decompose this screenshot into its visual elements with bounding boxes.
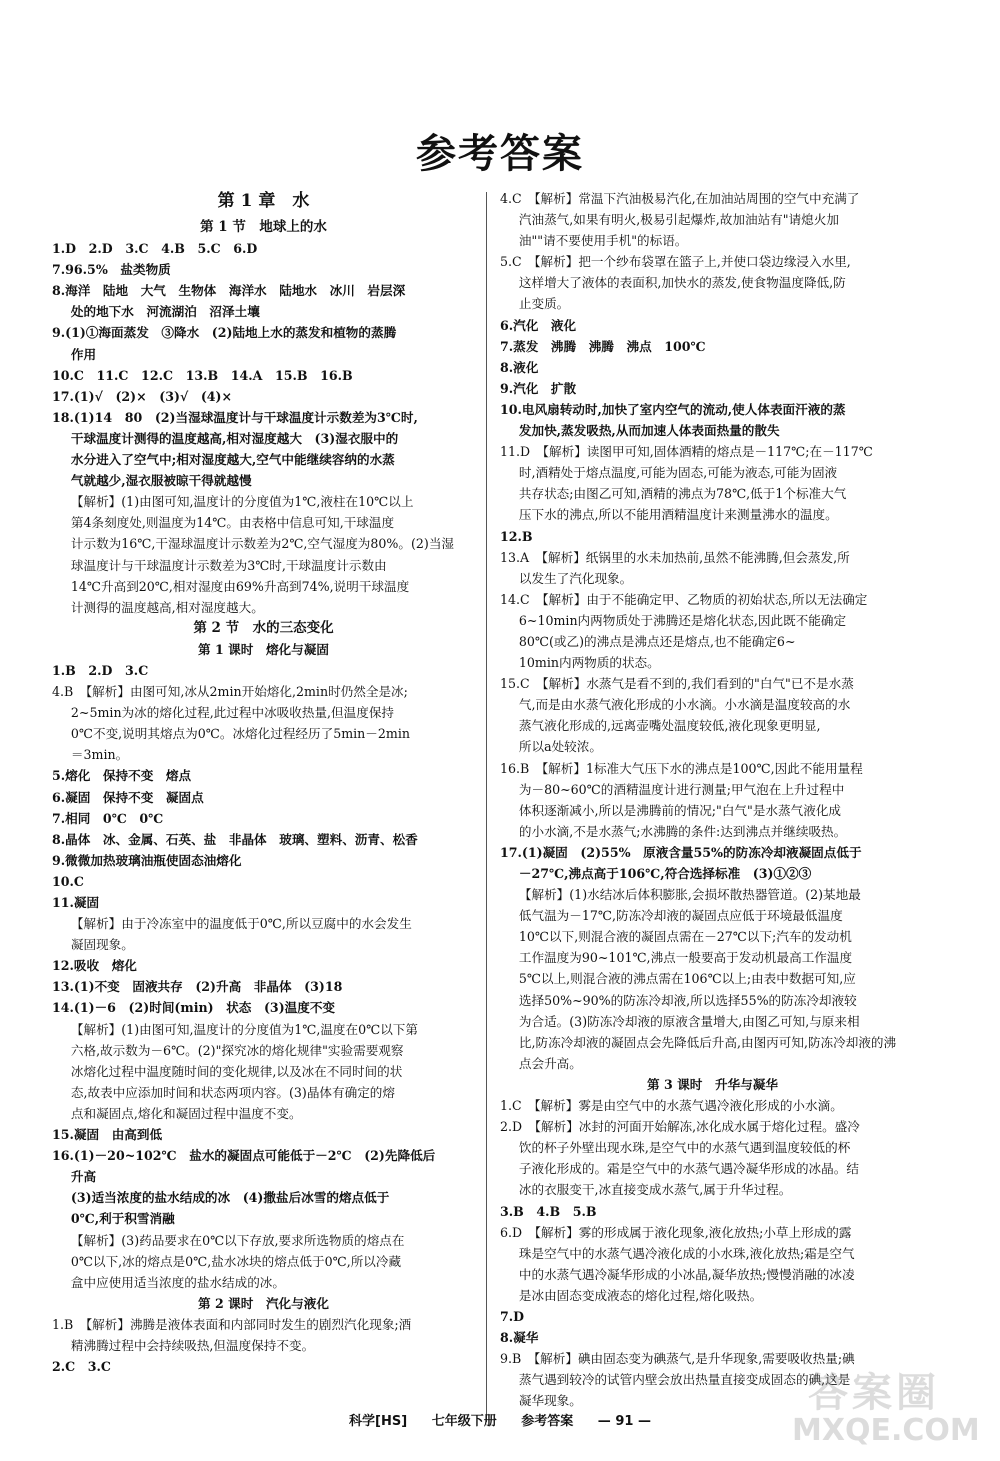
answer-line: 处的地下水 河流湖泊 沼泽土壤 [70, 304, 260, 320]
answer-line: 球温度计与干球温度计示数差为3℃时,干球温度计示数由 [70, 557, 387, 573]
answer-line: 饮的杯子外壁出现水珠,是空气中的水蒸气遇到温度较低的杯 [518, 1140, 851, 1156]
answer-line: 为合适。(3)防冻冷却液的原液含量增大,由图乙可知,与原来相 [518, 1013, 860, 1029]
answer-line: 5.熔化 保持不变 熔点 [52, 768, 192, 784]
answer-line: 9.(1)①海面蒸发 ③降水 (2)陆地上水的蒸发和植物的蒸腾 [52, 325, 397, 341]
answer-line: 18.(1)14 80 (2)当湿球温度计与干球温度计示数差为3℃时, [52, 409, 418, 425]
answer-line: 7.96.5% 盐类物质 [52, 262, 171, 278]
answer-line: 1.B 【解析】沸腾是液体表面和内部同时发生的剧烈汽化现象;酒 [52, 1316, 412, 1332]
answer-line: 6~10min内两物质处于沸腾还是熔化状态,因此既不能确定 [518, 612, 847, 628]
answer-line: 蒸气液化形成的,远离壶嘴处温度较低,液化现象更明显, [518, 718, 821, 734]
answer-line: 0℃以下,冰的熔点是0℃,盐水冰块的熔点低于0℃,所以冷藏 [70, 1253, 402, 1269]
answer-line: 第 3 课时 升华与凝华 [647, 1076, 778, 1092]
answer-line: 【解析】(3)药品要求在0℃以下存放,要求所选物质的熔点在 [70, 1232, 405, 1248]
watermark-logo [788, 1361, 978, 1449]
left-column [52, 188, 475, 1377]
answer-line: 8.海洋 陆地 大气 生物体 海洋水 陆地水 冰川 岩层深 [52, 283, 406, 299]
answer-line: 8.液化 [500, 359, 539, 375]
answer-line: 2.C 3.C [52, 1359, 111, 1375]
answer-line: 16.B 【解析】1标准大气压下水的沸点是100℃,因此不能用量程 [500, 760, 863, 776]
answer-line: 14.C 【解析】由于不能确定甲、乙物质的初始状态,所以无法确定 [500, 591, 868, 607]
answer-line: 比,防冻冷却液的凝固点会先降低后升高,由图丙可知,防冻冷却液的沸 [518, 1034, 897, 1050]
answer-line: ＝3min。 [70, 747, 129, 763]
answer-line: 气,而是由水蒸气液化形成的小水滴。小水滴是温度较高的水 [518, 697, 851, 713]
answer-line: 作用 [70, 346, 97, 362]
answer-line: 10.C 11.C 12.C 13.B 14.A 15.B 16.B [52, 367, 353, 383]
answer-line: 0℃不变,说明其熔点为0℃。冰熔化过程经历了5min－2min [70, 726, 410, 742]
answer-line: 4.C 【解析】常温下汽油极易汽化,在加油站周围的空气中充满了 [500, 191, 860, 206]
answer-line: 【解析】(1)水结冰后体积膨胀,会损坏散热器管道。(2)某地最 [518, 887, 861, 903]
answer-line: 第4条刻度处,则温度为14℃。由表格中信息可知,干球温度 [70, 515, 395, 531]
answer-line: 低气温为－17℃,防冻冷却液的凝固点应低于环境最低温度 [518, 908, 843, 924]
answer-line: 1.B 2.D 3.C [52, 662, 149, 678]
answer-line: 13.A 【解析】纸锅里的水未加热前,虽然不能沸腾,但会蒸发,所 [500, 549, 850, 565]
footer-grade: 七年级下册 [431, 1414, 497, 1429]
answer-line: 3.B 4.B 5.B [500, 1203, 597, 1219]
answer-line: 蒸气遇到较冷的试管内壁会放出热量直接变成固态的碘,这是 [518, 1372, 851, 1388]
answer-line: 5℃以上,则混合液的沸点需在106℃以上;由表中数据可知,应 [518, 971, 856, 987]
answer-line: 第 1 课时 熔化与凝固 [198, 641, 329, 657]
answer-line: 11.凝固 [52, 895, 100, 910]
answer-line: 10.C [52, 873, 84, 889]
answer-line: 【解析】(1)由图可知,温度计的分度值为1℃,液柱在10℃以上 [70, 494, 414, 510]
answer-line: 8.晶体 冰、金属、石英、盐 非晶体 玻璃、塑料、沥青、松香 [52, 831, 418, 847]
answer-line: 16.(1)－20~102℃ 盐水的凝固点可能低于－2℃ (2)先降低后 [52, 1148, 436, 1164]
answer-line: 15.C 【解析】水蒸气是看不到的,我们看到的"白气"已不是水蒸 [500, 676, 854, 692]
answer-line: 【解析】(1)由图可知,温度计的分度值为1℃,温度在0℃以下第 [70, 1021, 418, 1037]
answer-line: 计示数为16℃,干湿球温度计示数差为2℃,空气湿度为80%。(2)当湿 [70, 536, 455, 552]
answer-line: 13.(1)不变 固液共存 (2)升高 非晶体 (3)18 [52, 979, 343, 995]
answer-line: 六格,故示数为－6℃。(2)"探究冰的熔化规律"实验需要观察 [70, 1042, 404, 1058]
answer-line: 80℃(或乙)的沸点是沸点还是熔点,也不能确定6~ [518, 633, 796, 649]
answer-line: 10℃以下,则混合液的凝固点需在－27℃以下;汽车的发动机 [518, 929, 852, 945]
answer-line: (3)适当浓度的盐水结成的冰 (4)撒盐后冰雪的熔点低于 [70, 1190, 390, 1206]
answer-line: 10min内两物质的状态。 [518, 655, 660, 671]
answer-line: 冰熔化过程中温度随时间的变化规律,以及冰在不同时间的状 [70, 1063, 403, 1079]
answer-line: 珠是空气中的水蒸气遇冷液化成的小水珠,液化放热;霜是空气 [518, 1245, 855, 1261]
answer-line: 水分进入了空气中;相对湿度越大,空气中能继续容纳的水蒸 [70, 452, 395, 468]
answer-line: 凝固现象。 [70, 937, 134, 953]
answer-line: 计测得的温度越高,相对湿度越大。 [70, 599, 264, 615]
answer-line: 选择50%~90%的防冻冷却液,所以选择55%的防冻冷却液较 [518, 992, 857, 1008]
answer-line: 是冰由固态变成液态的熔化过程,熔化吸热。 [518, 1287, 763, 1303]
answer-line: 这样增大了液体的表面积,加快水的蒸发,使食物温度降低,防 [518, 275, 846, 291]
answer-line: 盒中应使用适当浓度的盐水结成的冰。 [70, 1274, 285, 1290]
answer-line: 油""请不要使用手机"的标语。 [518, 233, 688, 249]
answer-line: 15.凝固 由高到低 [52, 1127, 163, 1143]
answer-line: 的小水滴,不是水蒸气;水沸腾的条件:达到沸点并继续吸热。 [518, 823, 847, 839]
answer-line: 17.(1)√ (2)× (3)√ (4)× [52, 388, 233, 404]
answer-line: 8.凝华 [500, 1330, 539, 1346]
answer-line: 体积逐渐减小,所以是沸腾前的情况;"白气"是水蒸气液化成 [518, 802, 841, 818]
answer-line: 为－80~60℃的酒精温度计进行测量;甲气泡在上升过程中 [518, 781, 845, 797]
answer-line: 凝华现象。 [518, 1393, 582, 1409]
answer-line: 12.B [500, 528, 533, 544]
answer-line: 时,酒精处于熔点温度,可能为固态,可能为液态,可能为固液 [518, 465, 838, 481]
answer-line: 2.D 【解析】冰封的河面开始解冻,冰化成水属于熔化过程。盛冷 [500, 1119, 860, 1135]
answer-line: 以发生了汽化现象。 [518, 570, 633, 586]
answer-line: 0℃,利于积雪消融 [70, 1211, 175, 1227]
answer-line: 发加快,蒸发吸热,从而加速人体表面热量的散失 [518, 423, 780, 439]
answer-line: 7.蒸发 沸腾 沸腾 沸点 100℃ [500, 338, 706, 354]
answer-line: 升高 [70, 1169, 97, 1185]
answer-line: 6.D 【解析】雾的形成属于液化现象,液化放热;小草上形成的露 [500, 1224, 852, 1240]
watermark-cn: 答案圈 [808, 1370, 940, 1416]
answer-line: 9.微微加热玻璃油瓶使固态油熔化 [52, 852, 242, 868]
answer-line: 14℃升高到20℃,相对湿度由69%升高到74%,说明干球温度 [70, 578, 410, 594]
answer-line: 态,故表中应添加时间和状态两项内容。(3)晶体有确定的熔 [70, 1084, 395, 1100]
answer-line: 精沸腾过程中会持续吸热,但温度保持不变。 [70, 1337, 315, 1353]
answer-line: 【解析】由于冷冻室中的温度低于0℃,所以豆腐中的水会发生 [70, 916, 412, 932]
answer-line: 所以a处较浓。 [518, 739, 602, 755]
watermark-en: MXQE.COM [792, 1413, 980, 1448]
footer-section: 参考答案 [521, 1414, 574, 1429]
answer-line: 6.汽化 液化 [500, 317, 577, 333]
footer-page-number: — 91 — [597, 1414, 651, 1429]
answer-line: 9.B 【解析】碘由固态变为碘蒸气,是升华现象,需要吸收热量;碘 [500, 1351, 855, 1367]
answer-line: 14.(1)－6 (2)时间(min) 状态 (3)温度不变 [52, 1000, 336, 1016]
answer-line: 中的水蒸气遇冷凝华形成的小冰晶,凝华放热;慢慢消融的冰凌 [518, 1266, 855, 1282]
answer-line: 12.吸收 熔化 [52, 958, 137, 974]
answer-line: 冰的衣服变干,冰直接变成水蒸气,属于升华过程。 [518, 1182, 792, 1198]
answer-line: 第 1 章 水 [217, 191, 310, 211]
answer-line: 11.D 【解析】读图甲可知,固体酒精的熔点是－117℃;在－117℃ [500, 444, 873, 460]
answer-line: 10.电风扇转动时,加快了室内空气的流动,使人体表面汗液的蒸 [500, 401, 846, 417]
answer-line: 4.B 【解析】由图可知,冰从2min开始熔化,2min时仍然全是冰; [52, 684, 408, 700]
answer-line: 汽油蒸气,如果有明火,极易引起爆炸,故加油站有"请熄火加 [518, 212, 839, 228]
answer-line: 2~5min为冰的熔化过程,此过程中冰吸收热量,但温度保持 [70, 705, 395, 721]
footer-subject: 科学[HS] [349, 1414, 408, 1429]
answer-line: －27℃,沸点高于106℃,符合选择标准 (3)①②③ [518, 866, 812, 881]
answer-line: 1.D 2.D 3.C 4.B 5.C 6.D [52, 241, 258, 257]
answer-line: 干球温度计测得的温度越高,相对湿度越大 (3)湿衣服中的 [70, 430, 399, 446]
right-column [500, 188, 925, 1411]
answer-line: 第 2 节 水的三态变化 [193, 619, 334, 636]
answer-line: 工作温度为90~101℃,沸点一般要高于发动机最高工作温度 [518, 950, 853, 966]
answer-line: 1.C 【解析】雾是由空气中的水蒸气遇冷液化形成的小水滴。 [500, 1098, 843, 1114]
answer-line: 7.D [500, 1308, 525, 1324]
answer-line: 17.(1)凝固 (2)55% 原液含量55%的防冻冷却液凝固点低于 [500, 844, 862, 860]
answer-line: 5.C 【解析】把一个纱布袋罩在篮子上,并使口袋边缘浸入水里, [500, 254, 851, 270]
column-divider [486, 192, 487, 1422]
answer-line: 第 2 课时 汽化与液化 [198, 1295, 329, 1311]
answer-line: 气就越少,湿衣服被晾干得就越慢 [70, 473, 252, 489]
answer-line: 第 1 节 地球上的水 [200, 219, 327, 235]
answer-line: 压下水的沸点,所以不能用酒精温度计来测量沸水的温度。 [518, 507, 838, 523]
answer-line: 6.凝固 保持不变 凝固点 [52, 789, 204, 805]
answer-line: 共存状态;由图乙可知,酒精的沸点为78℃,低于1个标准大气 [518, 486, 847, 502]
page-title: 参考答案 [416, 131, 584, 177]
answer-line: 点和凝固点,熔化和凝固过程中温度不变。 [70, 1105, 302, 1121]
answer-line: 9.汽化 扩散 [500, 380, 577, 396]
answer-line: 7.相同 0℃ 0℃ [52, 810, 164, 826]
answer-line: 止变质。 [518, 296, 570, 312]
answer-line: 点会升高。 [518, 1055, 582, 1071]
answer-line: 子液化形成的。霜是空气中的水蒸气遇冷凝华形成的冰晶。结 [518, 1161, 859, 1177]
